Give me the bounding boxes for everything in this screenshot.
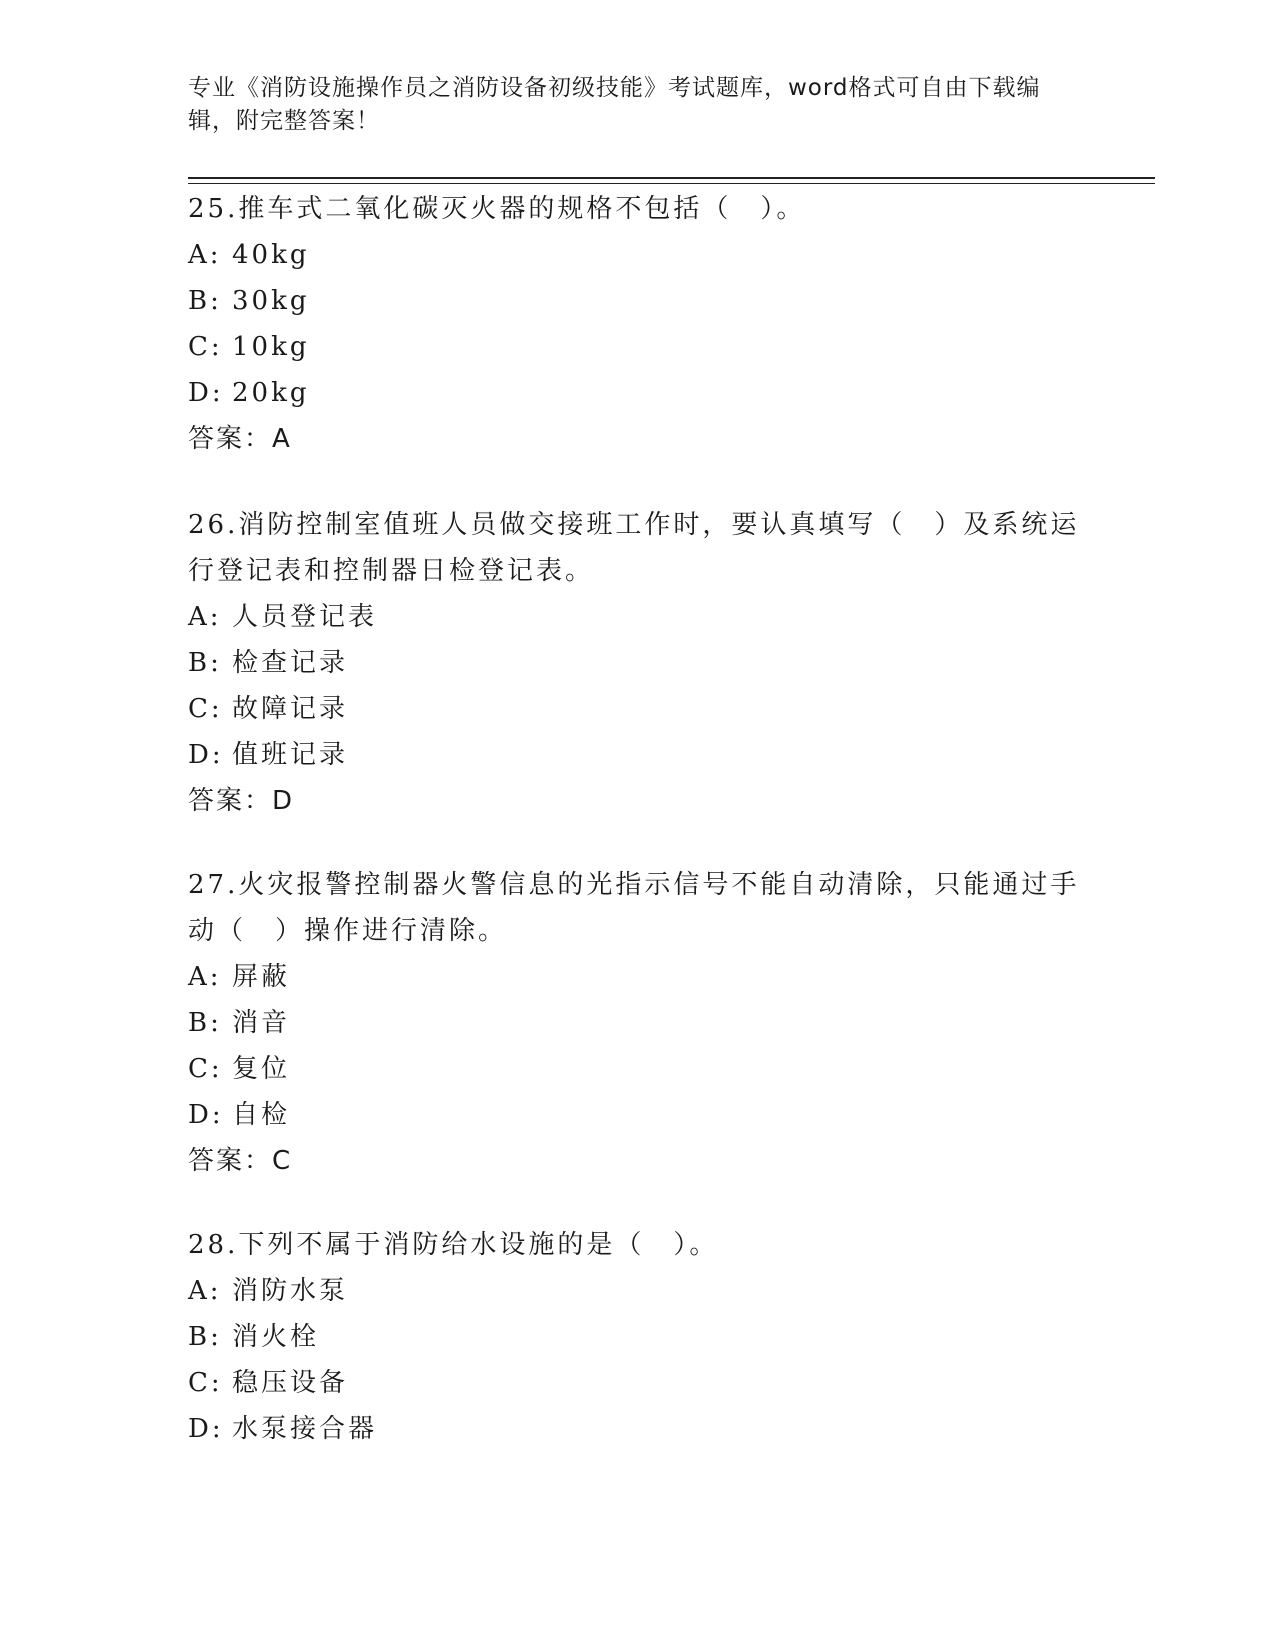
document-header [188, 72, 1088, 138]
answer: 答案：A [188, 424, 292, 454]
question-text: 25.推车式二氧化碳灭火器的规格不包括（ ）。 [188, 194, 806, 224]
option-letter: C: [188, 694, 223, 724]
question-text: 26.消防控制室值班人员做交接班工作时，要认真填写（ ）及系统运 [188, 510, 1080, 540]
option-text: 值班记录 [232, 740, 349, 770]
option-letter: C: [188, 1368, 223, 1398]
option-text: 消防水泵 [232, 1276, 349, 1306]
option-letter: D: [188, 1100, 224, 1130]
header-line-1: 专业《消防设施操作员之消防设备初级技能》考试题库，word格式可自由下载编 [188, 75, 1041, 101]
option-text: 复位 [232, 1054, 291, 1084]
option-b [188, 640, 1088, 686]
option-text: 30kg [232, 286, 310, 316]
option-letter: D: [188, 740, 224, 770]
option-letter: D: [188, 1414, 224, 1444]
option-letter: A: [188, 1276, 222, 1306]
option-b [188, 278, 1088, 324]
question-25 [188, 186, 1088, 462]
header-divider [188, 177, 1155, 184]
option-d [188, 370, 1088, 416]
option-letter: D: [188, 378, 224, 408]
question-28 [188, 1222, 1088, 1452]
option-text: 故障记录 [232, 694, 349, 724]
option-d [188, 732, 1088, 778]
option-text: 检查记录 [232, 648, 349, 678]
option-letter: B: [188, 286, 222, 316]
option-letter: C: [188, 1054, 223, 1084]
option-a [188, 1268, 1088, 1314]
option-c [188, 686, 1088, 732]
option-text: 水泵接合器 [232, 1414, 378, 1444]
question-text-cont: 行登记表和控制器日检登记表。 [188, 556, 595, 586]
option-c [188, 1360, 1088, 1406]
option-text: 消音 [232, 1008, 291, 1038]
question-26 [188, 502, 1088, 824]
option-d [188, 1092, 1088, 1138]
option-letter: B: [188, 648, 222, 678]
option-a [188, 594, 1088, 640]
question-text: 28.下列不属于消防给水设施的是（ ）。 [188, 1230, 719, 1260]
option-letter: A: [188, 240, 222, 270]
answer: 答案：C [188, 1146, 293, 1176]
option-text: 40kg [232, 240, 310, 270]
answer: 答案：D [188, 786, 295, 816]
option-text: 稳压设备 [232, 1368, 349, 1398]
option-text: 20kg [232, 378, 310, 408]
option-letter: A: [188, 962, 222, 992]
option-text: 屏蔽 [232, 962, 291, 992]
option-text: 消火栓 [232, 1322, 320, 1352]
header-line-2: 辑，附完整答案！ [188, 108, 380, 134]
option-letter: B: [188, 1322, 222, 1352]
option-letter: A: [188, 602, 222, 632]
question-text-cont: 动（ ）操作进行清除。 [188, 916, 508, 946]
option-text: 人员登记表 [232, 602, 378, 632]
option-d [188, 1406, 1088, 1452]
option-c [188, 324, 1088, 370]
option-b [188, 1314, 1088, 1360]
option-text: 自检 [232, 1100, 291, 1130]
question-text: 27.火灾报警控制器火警信息的光指示信号不能自动清除，只能通过手 [188, 870, 1080, 900]
option-a [188, 954, 1088, 1000]
option-letter: B: [188, 1008, 222, 1038]
option-c [188, 1046, 1088, 1092]
option-b [188, 1000, 1088, 1046]
option-a [188, 232, 1088, 278]
question-27 [188, 862, 1088, 1184]
option-letter: C: [188, 332, 223, 362]
option-text: 10kg [232, 332, 310, 362]
